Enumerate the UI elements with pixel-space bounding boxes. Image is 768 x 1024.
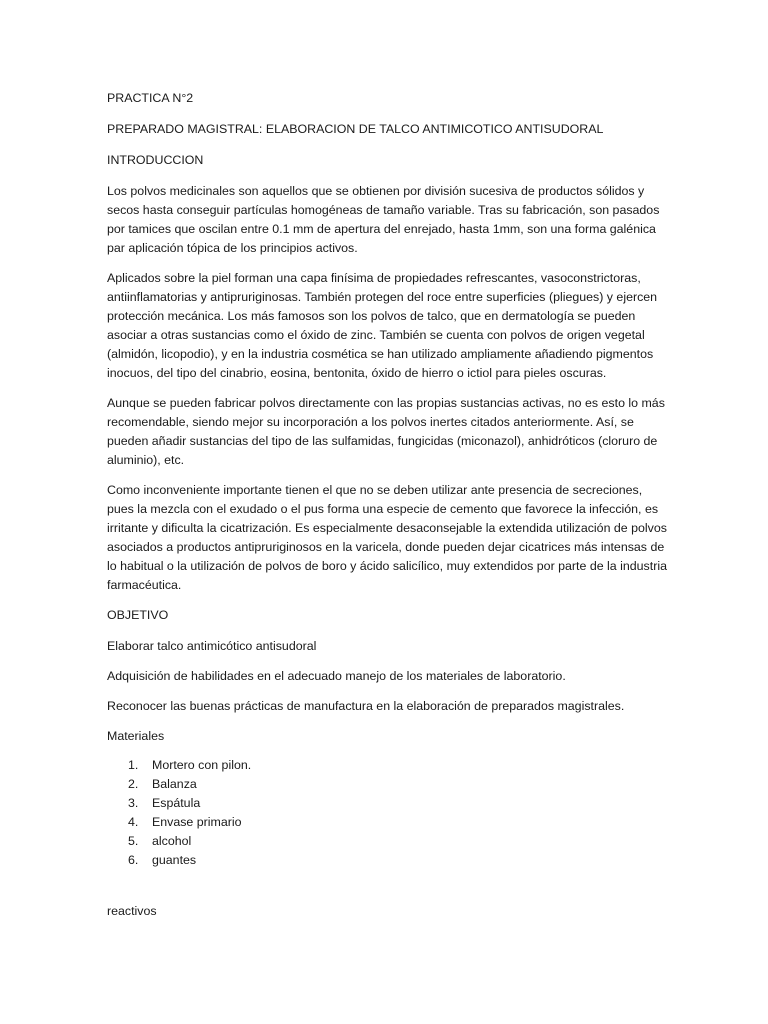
list-item-number: 5.	[128, 834, 139, 848]
list-item-number: 4.	[128, 815, 139, 829]
list-item-text: Balanza	[152, 777, 197, 791]
list-item	[128, 851, 667, 870]
materials-heading: Materiales	[107, 729, 165, 743]
list-item-text: guantes	[152, 853, 197, 867]
list-item-text: Espátula	[152, 796, 201, 810]
list-item-number: 1.	[128, 758, 139, 772]
practice-subtitle: PREPARADO MAGISTRAL: ELABORACION DE TALCO ANTIMICOTICO ANTISUDORAL	[107, 122, 604, 136]
list-item-number: 6.	[128, 853, 139, 867]
objective-item: Reconocer las buenas prácticas de manufactura en la elaboración de preparados magistrales.	[107, 699, 625, 713]
list-item	[128, 813, 667, 832]
practice-title: PRACTICA N°2	[107, 91, 194, 105]
list-item	[128, 794, 667, 813]
list-item-text: Envase primario	[152, 815, 242, 829]
materials-list	[107, 756, 667, 870]
document-body	[107, 89, 667, 870]
intro-paragraph: Aplicados sobre la piel forman una capa finísima de propiedades refrescantes, vasoconstrictoras, antiinflamatorias y antipruriginosas. También protegen del roce entre superficies (pliegues) y ejercen protección mecánica. Los más famosos son los polvos de talco, que en dermatología se pueden asociar a otras sustancias como el óxido de zinc. También se cuenta con polvos de origen vegetal (almidón, licopodio), y en la industria cosmética se han utilizado ampliamente añadiendo pigmentos inocuos, del tipo del cinabrio, eosina, bentonita, óxido de hierro o ictiol para pieles oscuras.	[107, 271, 658, 380]
list-item	[128, 756, 667, 775]
list-item-number: 3.	[128, 796, 139, 810]
intro-paragraph: Los polvos medicinales son aquellos que se obtienen por división sucesiva de productos sólidos y secos hasta conseguir partículas homogéneas de tamaño variable. Tras su fabricación, son pasados por tamices que oscilan entre 0.1 mm de apertura del enrejado, hasta 1mm, son una forma galénica par aplicación tópica de los principios activos.	[107, 184, 660, 255]
intro-paragraph: Aunque se pueden fabricar polvos directamente con las propias sustancias activas, no es esto lo más recomendable, siendo mejor su incorporación a los polvos inertes citados anteriormente. Así, se pueden añadir sustancias del tipo de las sulfamidas, fungicidas (miconazol), anhidróticos (cloruro de aluminio), etc.	[107, 396, 665, 467]
objective-item: Adquisición de habilidades en el adecuado manejo de los materiales de laboratorio.	[107, 669, 566, 683]
list-item-number: 2.	[128, 777, 139, 791]
intro-heading: INTRODUCCION	[107, 153, 204, 167]
objective-item: Elaborar talco antimicótico antisudoral	[107, 639, 317, 653]
objective-heading: OBJETIVO	[107, 608, 169, 622]
list-item	[128, 832, 667, 851]
intro-paragraph: Como inconveniente importante tienen el que no se deben utilizar ante presencia de secreciones, pues la mezcla con el exudado o el pus forma una especie de cemento que favorece la infección, es irritante y dificulta la cicatrización. Es especialmente desaconsejable la extendida utilización de polvos asociados a productos antipruriginosos en la varicela, donde pueden dejar cicatrices más intensas de lo habitual o la utilización de polvos de boro y ácido salicílico, muy extendidos por parte de la industria farmacéutica.	[107, 483, 667, 592]
list-item-text: Mortero con pilon.	[152, 758, 252, 772]
list-item	[128, 775, 667, 794]
list-item-text: alcohol	[152, 834, 192, 848]
reagents-heading: reactivos	[107, 904, 157, 918]
